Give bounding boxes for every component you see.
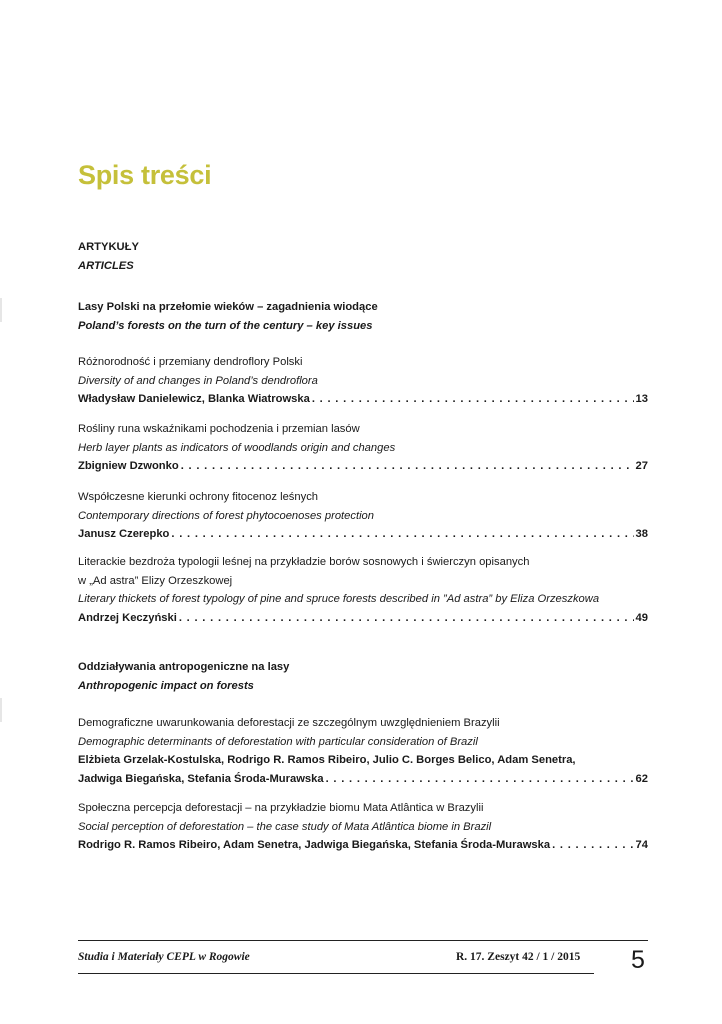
entry-title-en: Literary thickets of forest typology of pine and spruce forests described in ”Ad astra” by Eliza Orzeszkowa: [78, 593, 600, 605]
footer-page-number: 5: [631, 946, 645, 974]
entry-title-pl: Różnorodność i przemiany dendroflory Polski: [78, 356, 303, 368]
toc-entry[interactable]: [78, 714, 648, 788]
entry-title-pl-cont: w „Ad astra” Elizy Orzeszkowej: [78, 574, 233, 587]
entry-title-pl: Rośliny runa wskaźnikami pochodzenia i przemian lasów: [78, 423, 360, 435]
group-heading-pl: Oddziaływania antropogeniczne na lasy: [78, 661, 290, 673]
entry-title-en: Herb layer plants as indicators of woodlands origin and changes: [78, 441, 396, 454]
entry-authors: Zbigniew Dzwonko: [78, 460, 179, 472]
entry-authors: Rodrigo R. Ramos Ribeiro, Adam Senetra, Jadwiga Biegańska, Stefania Środa-Murawska: [78, 839, 551, 851]
entry-title-en: Social perception of deforestation – the case study of Mata Atlântica biome in Brazil: [78, 820, 492, 833]
page-title: Spis treści: [78, 160, 212, 190]
entry-page-number[interactable]: 38: [635, 528, 648, 540]
entry-title-en: Demographic determinants of deforestation with particular consideration of Brazil: [78, 735, 478, 748]
entry-page-number[interactable]: 27: [635, 460, 648, 472]
footer-rule: [78, 940, 648, 941]
group-heading-en: Poland’s forests on the turn of the century – key issues: [78, 319, 373, 332]
entry-authors: Janusz Czerepko: [78, 528, 170, 540]
group-heading-pl: Lasy Polski na przełomie wieków – zagadnienia wiodące: [78, 301, 378, 313]
footer-issue: R. 17. Zeszyt 42 / 1 / 2015: [456, 951, 581, 963]
entry-title-pl: Literackie bezdroża typologii leśnej na przykładzie borów sosnowych i świerczyn opisanych: [78, 556, 530, 568]
entry-authors: Władysław Danielewicz, Blanka Wiatrowska: [78, 393, 310, 405]
toc-entry[interactable]: [78, 420, 648, 476]
dot-leader: [552, 836, 633, 855]
entry-title-en: Diversity of and changes in Poland’s dendroflora: [78, 374, 318, 387]
entry-title-pl: Współczesne kierunki ochrony fitocenoz leśnych: [78, 491, 319, 503]
toc-entry[interactable]: [78, 553, 648, 627]
group-heading-en: Anthropogenic impact on forests: [78, 679, 254, 692]
entry-authors-cont: Jadwiga Biegańska, Stefania Środa-Murawska: [78, 772, 324, 785]
footer-journal-name: Studia i Materiały CEPL w Rogowie: [78, 951, 250, 963]
toc-entry[interactable]: [78, 353, 648, 409]
entry-author-line: [78, 390, 648, 409]
page-edge-mark: [0, 298, 2, 322]
dot-leader: [312, 390, 634, 409]
entry-title-pl: Społeczna percepcja deforestacji – na przykładzie biomu Mata Atlântica w Brazylii: [78, 802, 484, 814]
entry-page-number[interactable]: 62: [635, 772, 648, 785]
group-heading: [78, 298, 648, 335]
toc-entry[interactable]: [78, 799, 648, 855]
entry-title-en: Contemporary directions of forest phytocoenoses protection: [78, 509, 375, 522]
entry-authors: Elżbieta Grzelak-Kostulska, Rodrigo R. Ramos Ribeiro, Julio C. Borges Belico, Adam Senetra,: [78, 754, 576, 766]
entry-author-line: [78, 525, 648, 544]
entry-author-line: [78, 457, 648, 476]
page-edge-mark: [0, 698, 2, 722]
entry-page-number[interactable]: 74: [635, 839, 648, 851]
dot-leader: [179, 609, 634, 628]
toc-entry[interactable]: [78, 488, 648, 544]
section-heading: [78, 238, 648, 275]
entry-page-number[interactable]: 13: [635, 393, 648, 405]
group-heading: [78, 658, 648, 695]
entry-page-number[interactable]: 49: [635, 611, 648, 624]
dot-leader: [326, 770, 634, 789]
footer-rule: [78, 973, 594, 974]
dot-leader: [181, 457, 634, 476]
entry-author-line: [78, 836, 648, 855]
section-label-en: ARTICLES: [78, 259, 134, 272]
dot-leader: [171, 525, 633, 544]
section-label-pl: ARTYKUŁY: [78, 241, 139, 253]
entry-authors: Andrzej Keczyński: [78, 611, 177, 624]
entry-author-line: [78, 770, 648, 789]
entry-title-pl: Demograficzne uwarunkowania deforestacji ze szczególnym uwzględnieniem Brazylii: [78, 717, 500, 729]
entry-author-line: [78, 609, 648, 628]
